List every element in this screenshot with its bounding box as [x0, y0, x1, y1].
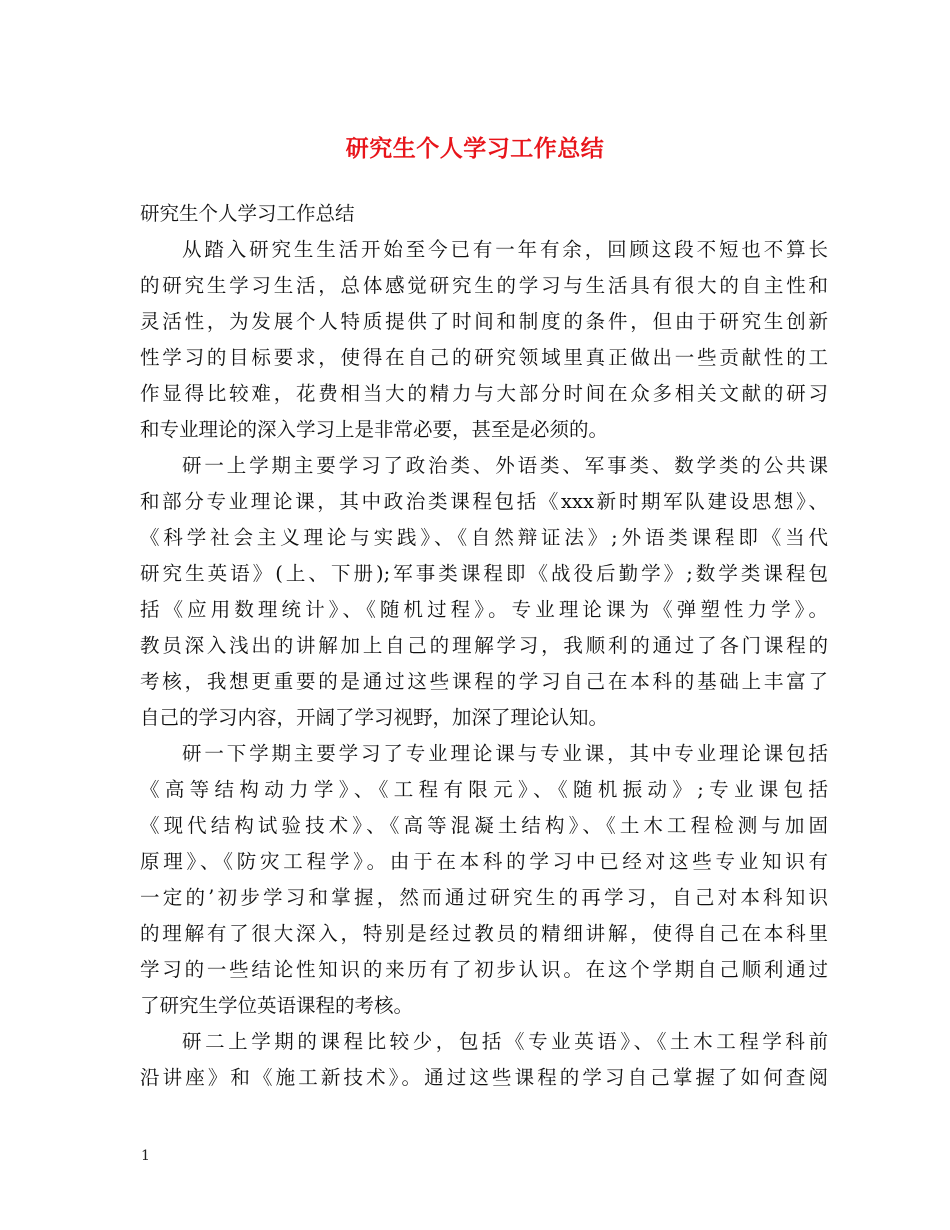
- paragraph-3-line: 原理》、《防灾工程学》。由于在本科的学习中已经对这些专业知识有: [140, 850, 828, 873]
- paragraph-2-line: 研一上学期主要学习了政治类、外语类、军事类、数学类的公共课: [182, 454, 828, 477]
- paragraph-3-line: 《高等结构动力学》、《工程有限元》、《随机振动》;专业课包括: [140, 778, 828, 801]
- paragraph-1-line: 性学习的目标要求，使得在自己的研究领域里真正做出一些贡献性的工: [140, 346, 828, 369]
- paragraph-2-line: 自己的学习内容，开阔了学习视野，加深了理论认知。: [140, 706, 609, 729]
- paragraph-2-line: 教员深入浅出的讲解加上自己的理解学习，我顺利的通过了各门课程的: [140, 634, 828, 657]
- paragraph-1-line: 灵活性，为发展个人特质提供了时间和制度的条件，但由于研究生创新: [140, 310, 828, 333]
- document-body: [140, 196, 828, 1096]
- paragraph-2-line: 括《应用数理统计》、《随机过程》。专业理论课为《弹塑性力学》。: [140, 598, 828, 621]
- paragraph-3-line: 《现代结构试验技术》、《高等混凝土结构》、《土木工程检测与加固: [140, 814, 828, 837]
- paragraph-3-line: 学习的一些结论性知识的来历有了初步认识。在这个学期自己顺利通过: [140, 958, 828, 981]
- paragraph-1-line: 的研究生学习生活，总体感觉研究生的学习与生活具有很大的自主性和: [140, 274, 828, 297]
- paragraph-3-line: 的理解有了很大深入，特别是经过教员的精细讲解，使得自己在本科里: [140, 922, 828, 945]
- paragraph-1-line: 作显得比较难，花费相当大的精力与大部分时间在众多相关文献的研习: [140, 382, 828, 405]
- body-subtitle-line: 研究生个人学习工作总结: [140, 202, 355, 225]
- document-title: 研究生个人学习工作总结: [345, 135, 605, 162]
- paragraph-2-line: 和部分专业理论课，其中政治类课程包括《xxx新时期军队建设思想》、: [140, 490, 828, 513]
- paragraph-3-line: 研一下学期主要学习了专业理论课与专业课，其中专业理论课包括: [182, 742, 828, 765]
- paragraph-4-line: 研二上学期的课程比较少，包括《专业英语》、《土木工程学科前: [182, 1030, 828, 1053]
- page-number: 1: [141, 1148, 150, 1164]
- paragraph-1-line: 从踏入研究生生活开始至今已有一年有余，回顾这段不短也不算长: [182, 238, 828, 261]
- paragraph-3-line: 一定的’初步学习和掌握，然而通过研究生的再学习，自己对本科知识: [140, 886, 828, 909]
- paragraph-2-line: 《科学社会主义理论与实践》、《自然辩证法》;外语类课程即《当代: [140, 526, 828, 549]
- paragraph-2-line: 研究生英语》(上、下册);军事类课程即《战役后勤学》;数学类课程包: [140, 562, 828, 585]
- paragraph-4-line: 沿讲座》和《施工新技术》。通过这些课程的学习自己掌握了如何查阅: [140, 1066, 828, 1089]
- paragraph-2-line: 考核，我想更重要的是通过这些课程的学习自己在本科的基础上丰富了: [140, 670, 828, 693]
- paragraph-3-line: 了研究生学位英语课程的考核。: [140, 994, 414, 1017]
- paragraph-1-line: 和专业理论的深入学习上是非常必要，甚至是必须的。: [140, 418, 609, 441]
